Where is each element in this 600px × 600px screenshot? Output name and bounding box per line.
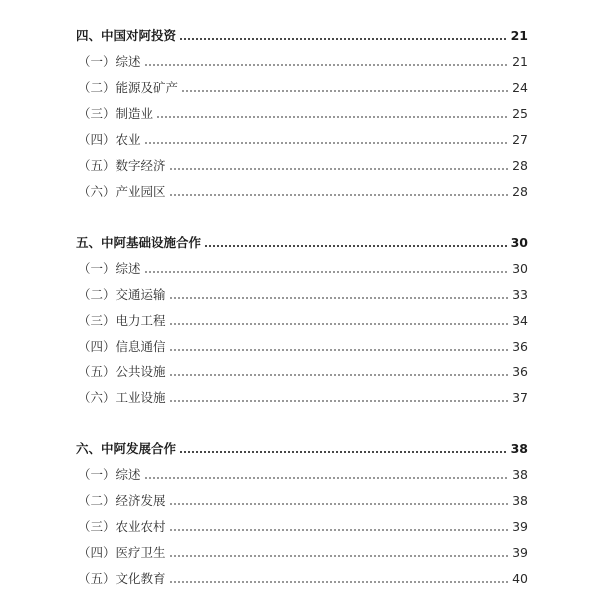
toc-page-number: 28 — [512, 158, 528, 173]
toc-entry-label: （三）农业农村 — [78, 519, 166, 534]
toc-page-number: 25 — [512, 106, 528, 121]
toc-page-number: 30 — [512, 261, 528, 276]
toc-entry-label: （一）综述 — [78, 261, 141, 276]
toc-page-number: 36 — [512, 339, 528, 354]
toc-entry[interactable] — [76, 309, 528, 329]
toc-entry[interactable] — [76, 489, 528, 509]
toc-heading-section-6[interactable] — [76, 437, 528, 457]
toc-page-number: 39 — [512, 545, 528, 560]
toc-heading-title: 四、中国对阿投资 — [76, 28, 177, 43]
dot-leader — [204, 245, 508, 247]
toc-entry-label: （五）数字经济 — [78, 158, 166, 173]
dot-leader — [144, 271, 510, 273]
toc-entry-label: （六）产业园区 — [78, 184, 166, 199]
toc-entry-label: （二）能源及矿产 — [78, 80, 179, 95]
dot-leader — [156, 116, 509, 118]
dot-leader — [169, 374, 510, 376]
toc-entry[interactable] — [76, 335, 528, 355]
toc-page-number: 27 — [512, 132, 528, 147]
toc-page-number: 21 — [510, 28, 528, 43]
toc-entry[interactable] — [76, 515, 528, 535]
toc-page-number: 30 — [510, 235, 528, 250]
toc-entry[interactable] — [76, 102, 528, 122]
dot-leader — [144, 142, 510, 144]
toc-page-number: 21 — [512, 54, 528, 69]
toc-page-number: 28 — [512, 184, 528, 199]
toc-heading-section-4[interactable] — [76, 24, 528, 44]
toc-entry[interactable] — [76, 154, 528, 174]
toc-entry-label: （四）信息通信 — [78, 339, 166, 354]
toc-entry[interactable] — [76, 386, 528, 406]
dot-leader — [179, 451, 508, 453]
dot-leader — [144, 64, 510, 66]
dot-leader — [181, 90, 509, 92]
dot-leader — [169, 555, 510, 557]
toc-entry[interactable] — [76, 50, 528, 70]
toc-entry-label: （二）经济发展 — [78, 493, 166, 508]
toc-page-number: 40 — [512, 571, 528, 586]
toc-entry-label: （三）电力工程 — [78, 313, 166, 328]
toc-page-number: 38 — [512, 493, 528, 508]
toc-entry-label: （五）公共设施 — [78, 364, 166, 379]
toc-heading-section-5[interactable] — [76, 231, 528, 251]
dot-leader — [169, 194, 510, 196]
dot-leader — [169, 529, 510, 531]
toc-entry[interactable] — [76, 283, 528, 303]
dot-leader — [169, 297, 510, 299]
toc-entry-label: （五）文化教育 — [78, 571, 166, 586]
dot-leader — [169, 349, 510, 351]
toc-entry-label: （三）制造业 — [78, 106, 154, 121]
toc-entry[interactable] — [76, 76, 528, 96]
toc-page-number: 36 — [512, 364, 528, 379]
toc-page-number: 34 — [512, 313, 528, 328]
toc-page-number: 38 — [512, 467, 528, 482]
dot-leader — [169, 503, 510, 505]
dot-leader — [169, 168, 510, 170]
toc-entry-label: （四）医疗卫生 — [78, 545, 166, 560]
toc-heading-title: 五、中阿基础设施合作 — [76, 235, 202, 250]
toc-entry[interactable] — [76, 180, 528, 200]
toc-entry[interactable] — [76, 541, 528, 561]
dot-leader — [169, 323, 510, 325]
toc-page-number: 24 — [512, 80, 528, 95]
dot-leader — [169, 400, 510, 402]
toc-entry-label: （一）综述 — [78, 54, 141, 69]
toc-entry[interactable] — [76, 257, 528, 277]
dot-leader — [179, 38, 508, 40]
toc-entry[interactable] — [76, 360, 528, 380]
toc-entry-label: （六）工业设施 — [78, 390, 166, 405]
toc-page-number: 39 — [512, 519, 528, 534]
toc-entry[interactable] — [76, 567, 528, 587]
toc-page-number: 38 — [510, 441, 528, 456]
toc-entry-label: （四）农业 — [78, 132, 141, 147]
toc-entry[interactable] — [76, 463, 528, 483]
dot-leader — [169, 581, 510, 583]
dot-leader — [144, 477, 510, 479]
toc-entry[interactable] — [76, 128, 528, 148]
toc-entry-label: （二）交通运输 — [78, 287, 166, 302]
toc-heading-title: 六、中阿发展合作 — [76, 441, 177, 456]
toc-page-number: 33 — [512, 287, 528, 302]
toc-entry-label: （一）综述 — [78, 467, 141, 482]
toc-page-number: 37 — [512, 390, 528, 405]
